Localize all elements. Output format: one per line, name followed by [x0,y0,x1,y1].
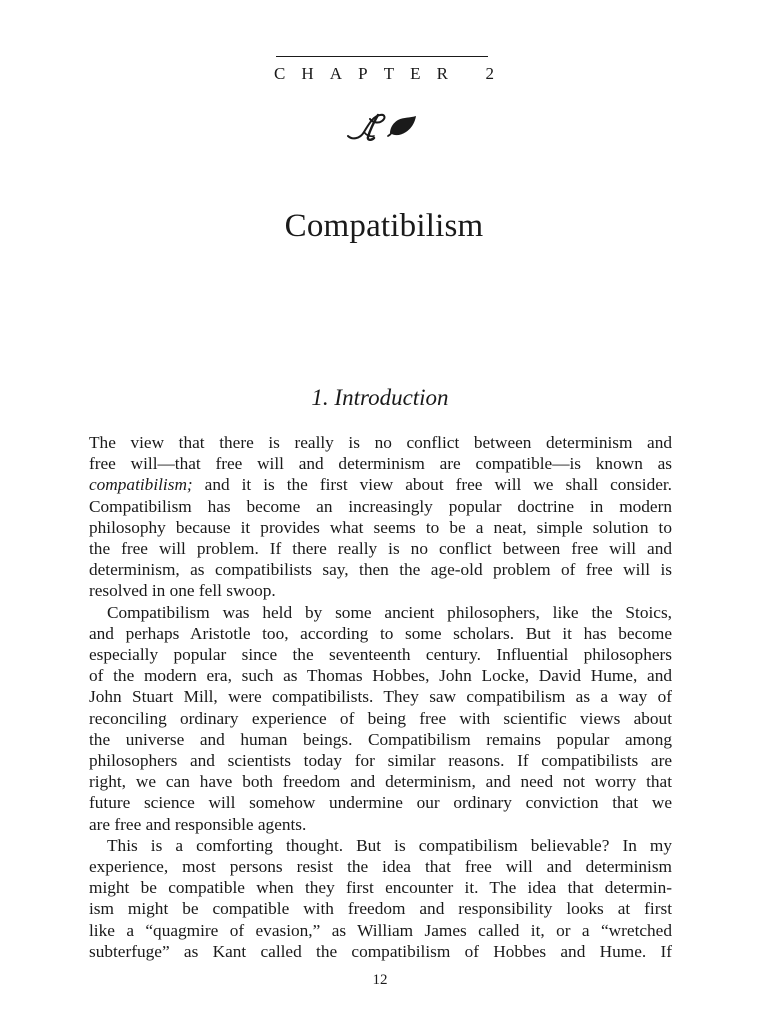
text-line [89,708,672,729]
text-segment: Compatibilism has become an increasingly popular doctrine in modern [89,496,672,516]
body-paragraph [89,602,672,835]
text-segment: Compatibilism was held by some ancient philosophers, like the Stoics, [107,602,672,622]
body-text [89,432,672,962]
text-line [89,474,672,495]
chapter-letter: T [383,64,395,83]
text-line [89,623,672,644]
text-line [89,729,672,750]
text-segment: are free and responsible agents. [89,814,307,834]
text-segment: subterfuge” as Kant called the compatibilism of Hobbes and Hume. If [89,941,672,961]
text-line [89,496,672,517]
text-line [89,835,672,856]
text-segment: free will—that free will and determinism are compatible—is known as [89,454,672,474]
text-segment: The view that there is really is no conflict between determinism and [89,433,672,452]
text-segment: reconciling ordinary experience of being free with scientific views about [89,708,672,728]
chapter-title: Compatibilism [284,208,484,244]
body-paragraph [89,835,672,962]
text-segment: This is a comforting thought. But is compatibilism believable? In my [107,835,672,855]
chapter-letter: E [410,64,421,83]
chapter-letter: A [329,64,343,83]
text-line [89,559,672,580]
section-heading: 1. Introduction [311,385,449,410]
chapter-number: 2 [485,64,494,83]
text-segment: especially popular since the seventeenth century. Influential philosophers [89,645,672,665]
text-line [89,453,672,474]
text-segment: philosophy because it provides what seems to be a neat, simple solution to [89,517,672,537]
text-segment: and it is the first view about free will we shall consider. [192,475,672,495]
chapter-letter: R [436,64,448,83]
text-segment: might be compatible when they first encounter it. The idea that determin- [89,878,672,898]
text-line [89,814,672,835]
text-line [89,856,672,877]
text-line [89,432,672,453]
text-line [89,602,672,623]
chapter-letter: H [301,64,314,83]
text-segment: and perhaps Aristotle too, according to some scholars. But it has become [89,623,672,643]
chapter-label [274,64,494,84]
chapter-letter: C [274,64,286,83]
chapter-word [274,64,448,84]
text-line [89,538,672,559]
text-segment: resolved in one fell swoop. [89,581,276,601]
text-segment: future science will somehow undermine our ordinary conviction that we [89,793,672,813]
text-line [89,750,672,771]
text-line [89,898,672,919]
page-number: 12 [372,972,388,988]
text-segment: of the modern era, such as Thomas Hobbes, John Locke, David Hume, and [89,666,672,686]
text-segment: philosophers and scientists today for similar reasons. If compatibilists are [89,751,672,771]
text-line [89,941,672,962]
text-line [89,771,672,792]
fleuron-ornament-icon [344,110,420,142]
body-paragraph [89,432,672,602]
text-line [89,644,672,665]
text-segment: ism might be compatible with freedom and responsibility looks at first [89,899,672,919]
text-line [89,792,672,813]
text-line [89,686,672,707]
header-rule [276,56,488,57]
text-line [89,665,672,686]
text-line [89,877,672,898]
text-segment: John Stuart Mill, were compatibilists. They saw compatibilism as a way of [89,687,672,707]
text-segment: experience, most persons resist the idea that free will and determinism [89,857,672,877]
text-segment: the universe and human beings. Compatibilism remains popular among [89,729,672,749]
italic-term: compatibilism; [89,475,193,495]
text-line [89,920,672,941]
text-segment: determinism, as compatibilists say, then the age-old problem of free will is [89,560,672,580]
text-segment: right, we can have both freedom and determinism, and need not worry that [89,772,672,792]
text-line [89,517,672,538]
chapter-letter: P [358,64,368,83]
text-segment: the free will problem. If there really is no conflict between free will and [89,539,672,559]
text-segment: like a “quagmire of evasion,” as William James called it, or a “wretched [89,920,672,940]
text-line [89,580,672,601]
